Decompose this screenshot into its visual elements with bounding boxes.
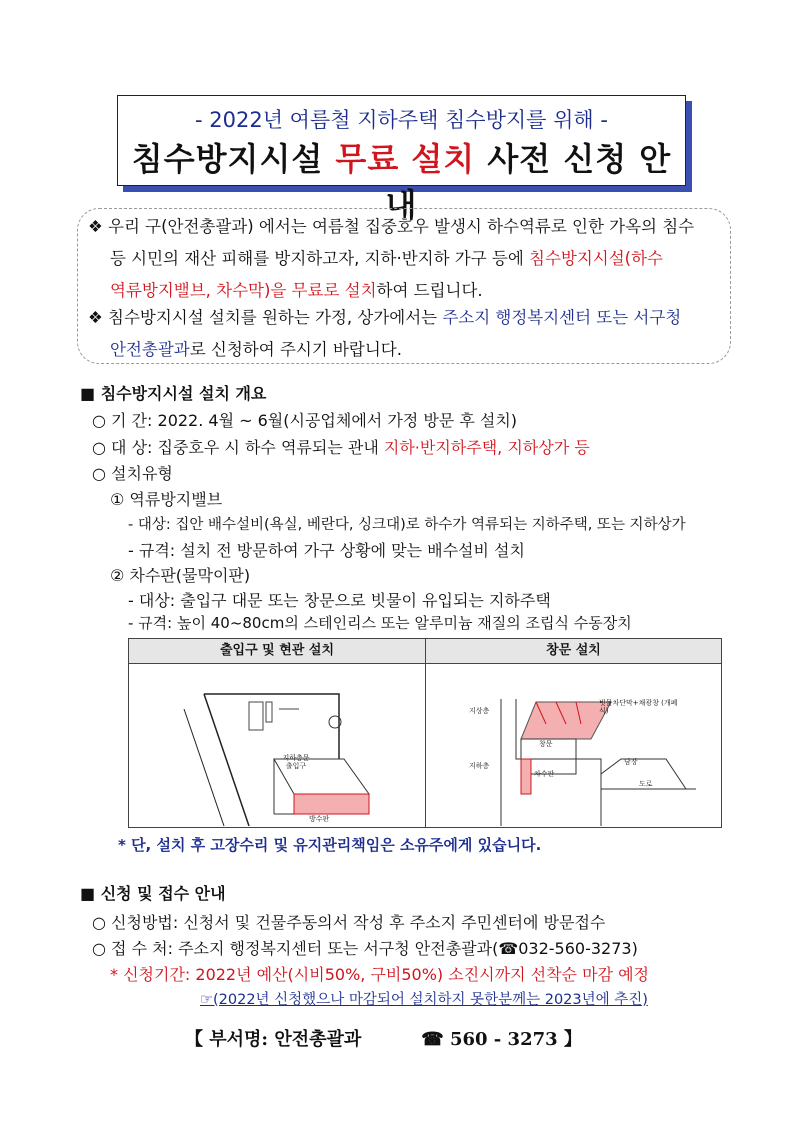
method-line: ○ 신청방법: 신청서 및 건물주동의서 작성 후 주소지 주민센터에 방문접수 — [92, 913, 606, 932]
title-part1: 침수방지시설 — [131, 140, 336, 178]
footer-phone: ☎ 560 - 3273 】 — [421, 1029, 582, 1050]
title-highlight: 무료 설치 — [335, 140, 476, 178]
right-label-road: 도로 — [639, 780, 653, 788]
target-highlight: 지하·반지하주택, 지하상가 등 — [383, 438, 590, 457]
right-label-board: 차수판 — [534, 770, 555, 778]
type1-spec: - 규격: 설치 전 방문하여 가구 상황에 맞는 배수설비 설치 — [128, 541, 525, 560]
intro-1-highlight-a: 침수방지시설(하수 — [529, 249, 663, 268]
intro-1-highlight-b: 역류방지밸브, 차수막)을 무료로 설치 — [110, 281, 377, 300]
type1-target: - 대상: 집안 배수설비(욕실, 베란다, 싱크대)로 하수가 역류되는 지하주택, 또는 지하상가 — [128, 517, 686, 533]
page-subtitle: - 2022년 여름철 지하주택 침수방지를 위해 - — [195, 108, 608, 132]
section1-heading: ■ 침수방지시설 설치 개요 — [80, 384, 267, 403]
target-line — [92, 435, 590, 458]
title-box — [117, 95, 686, 224]
intro-paragraph-2 — [88, 302, 718, 366]
right-label-basement: 지하층 — [469, 762, 490, 770]
type2-target: - 대상: 출입구 대문 또는 창문으로 빗물이 유입되는 지하주택 — [128, 591, 551, 610]
period-note: * 신청기간: 2022년 예산(시비50%, 구비50%) 소진시까지 선착순 마감 예정 — [110, 965, 649, 984]
type2-title: ② 차수판(물막이판) — [110, 566, 251, 585]
intro-1-a: 우리 구(안전총괄과) 에서는 여름철 집중호우 발생시 하수역류로 인한 가옥의 침수 — [108, 217, 695, 236]
ownership-note: * 단, 설치 후 고장수리 및 유지관리책임은 소유주에게 있습니다. — [118, 836, 542, 854]
right-image-header: 창문 설치 — [426, 639, 721, 664]
sub-note: ☞(2022년 신청했으나 마감되어 설치하지 못한분께는 2023년에 추진) — [200, 992, 648, 1008]
left-label-door: 지하층문 출입구 — [282, 754, 310, 770]
footer-dept: 【 부서명: 안전총괄과 — [185, 1029, 362, 1050]
intro-2-a: 침수방지시설 설치를 원하는 가정, 상가에서는 — [108, 308, 443, 327]
intro-1-c: 하여 드립니다. — [376, 281, 483, 300]
window-illustration — [426, 664, 721, 826]
period-line: ○ 기 간: 2022. 4월 ~ 6월(시공업체에서 가정 방문 후 설치) — [92, 411, 518, 430]
entrance-illustration — [129, 664, 425, 826]
right-label-ground: 지상층 — [469, 707, 490, 715]
types-line: ○ 설치유형 — [92, 464, 173, 483]
left-label-board: 방수판 — [309, 815, 330, 823]
right-label-cover: 빗물차단막+채광창 (개폐식) — [599, 699, 678, 715]
intro-2-b: 로 신청하여 주시기 바랍니다. — [189, 340, 402, 359]
installation-illustrations — [128, 638, 722, 828]
type2-spec: - 규격: 높이 40~80cm의 스테인리스 또는 알루미늄 재질의 조립식 수동장치 — [128, 614, 632, 632]
type1-title: ① 역류방지밸브 — [110, 490, 223, 509]
intro-2-highlight-a: 주소지 행정복지센터 또는 서구청 — [442, 308, 682, 327]
diamond-bullet-icon: ❖ — [88, 217, 109, 236]
right-label-wall: 담장 — [624, 758, 638, 766]
title-part2: 사전 신청 안내 — [385, 140, 672, 224]
place-line: ○ 접 수 처: 주소지 행정복지센터 또는 서구청 안전총괄과(☎032-560-3273) — [92, 939, 638, 958]
left-image-header: 출입구 및 현관 설치 — [129, 639, 426, 664]
diamond-bullet-icon: ❖ — [88, 308, 109, 327]
intro-paragraph-1 — [88, 211, 718, 307]
target-text: ○ 대 상: 집중호우 시 하수 역류되는 관내 — [92, 438, 384, 457]
intro-2-highlight-b: 안전총괄과 — [110, 340, 190, 359]
section2-heading: ■ 신청 및 접수 안내 — [80, 884, 226, 903]
right-label-window: 창문 — [539, 740, 553, 748]
intro-1-b: 등 시민의 재산 피해를 방지하고자, 지하·반지하 가구 등에 — [110, 249, 530, 268]
footer-contact — [185, 1025, 582, 1051]
